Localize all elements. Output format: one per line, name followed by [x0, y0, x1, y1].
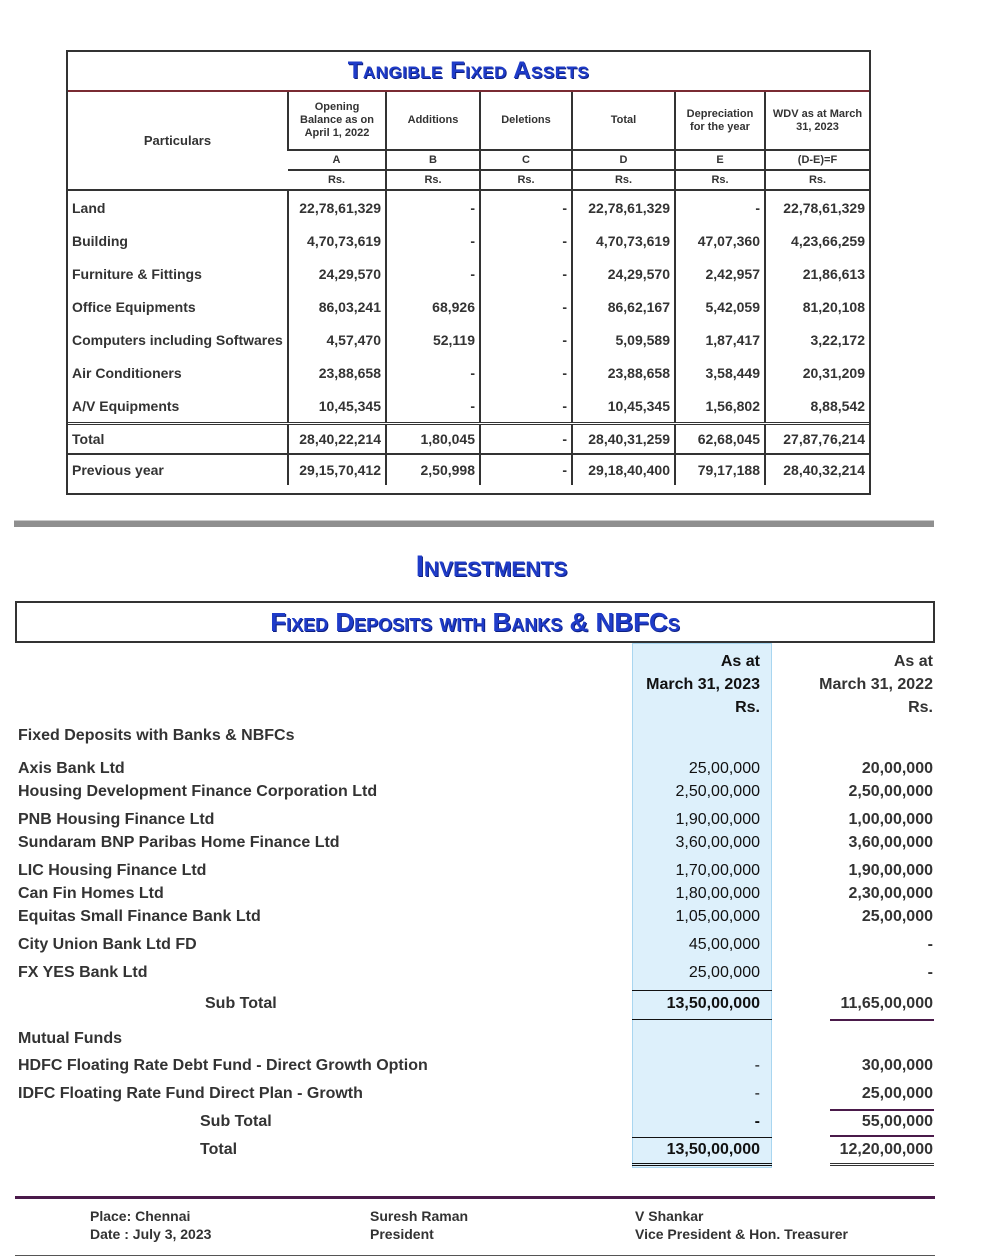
row-label: Furniture & Fittings	[72, 265, 202, 282]
table-row	[68, 323, 869, 356]
cell-total: 23,88,658	[572, 356, 675, 389]
fd-subtotal-label: Sub Total	[205, 995, 277, 1012]
cell-deletions: -	[480, 389, 572, 424]
col-additions: Additions	[386, 92, 480, 150]
cell-opening: 4,57,470	[288, 323, 386, 356]
total-additions: 1,80,045	[386, 424, 480, 455]
cell-depreciation: 5,42,059	[675, 290, 765, 323]
table-row	[68, 389, 869, 424]
cell-wdv: 3,22,172	[765, 323, 869, 356]
cell-total: 10,45,345	[572, 389, 675, 424]
inv-row-current: -	[754, 1057, 760, 1074]
inv-row-current: 1,70,00,000	[675, 862, 760, 879]
current-year-header	[632, 650, 760, 719]
previous-year-header	[790, 650, 933, 719]
mf-subtotal-current: -	[754, 1113, 760, 1130]
col-depreciation: Depreciation for the year	[675, 92, 765, 150]
fixed-assets-panel	[66, 50, 871, 495]
inv-row-label: IDFC Floating Rate Fund Direct Plan - Growth	[18, 1085, 363, 1102]
inv-row-label: Sundaram BNP Paribas Home Finance Ltd	[18, 834, 340, 851]
row-label: Computers including Softwares	[72, 331, 283, 348]
cell-wdv: 8,88,542	[765, 389, 869, 424]
cell-additions: 68,926	[386, 290, 480, 323]
inv-row-current: 1,80,00,000	[675, 885, 760, 902]
cell-additions: -	[386, 389, 480, 424]
inv-row-label: PNB Housing Finance Ltd	[18, 811, 215, 828]
mf-rule-previous	[830, 1109, 934, 1111]
cell-additions: 52,119	[386, 323, 480, 356]
mf-subtotal-label: Sub Total	[200, 1113, 272, 1130]
mf-subtotal-previous: 55,00,000	[861, 1113, 933, 1130]
row-label: Land	[68, 190, 288, 224]
unit-cell: Rs.	[765, 170, 869, 190]
code-cell: E	[675, 150, 765, 170]
row-label: Office Equipments	[72, 298, 196, 315]
inv-row-current: 25,00,000	[688, 964, 760, 981]
grand-total-label: Total	[200, 1141, 238, 1158]
inv-row-label: LIC Housing Finance Ltd	[18, 862, 207, 879]
cell-deletions: -	[480, 290, 572, 323]
col-total: Total	[572, 92, 675, 150]
unit-cell: Rs.	[572, 170, 675, 190]
previous-wdv: 28,40,32,214	[765, 454, 869, 485]
fixed-deposits-title: Fixed Deposits with Banks & NBFCs	[15, 601, 935, 643]
previous-label: Previous year	[68, 454, 288, 485]
cell-wdv: 20,31,209	[765, 356, 869, 389]
table-row	[68, 224, 869, 257]
previous-additions: 2,50,998	[386, 454, 480, 485]
fd-section-heading: Fixed Deposits with Banks & NBFCs	[18, 727, 295, 744]
inv-row-previous: -	[927, 936, 933, 953]
table-row	[68, 257, 869, 290]
subtotal-rule	[632, 990, 772, 991]
col-particulars: Particulars	[143, 133, 212, 148]
fd-subtotal-current: 13,50,00,000	[666, 995, 760, 1012]
total-opening: 28,40,22,214	[288, 424, 386, 455]
cell-opening: 23,88,658	[288, 356, 386, 389]
cell-opening: 86,03,241	[288, 290, 386, 323]
current-header-line: March 31, 2023	[646, 676, 760, 693]
previous-deletions: -	[480, 454, 572, 485]
section-divider	[14, 520, 934, 527]
previous-year-row	[68, 454, 869, 485]
cell-additions: -	[386, 356, 480, 389]
cell-opening: 22,78,61,329	[288, 190, 386, 224]
fixed-assets-title: Tangible Fixed Assets	[68, 52, 869, 92]
cell-total: 4,70,73,619	[572, 224, 675, 257]
cell-deletions: -	[480, 257, 572, 290]
inv-row-current: 45,00,000	[688, 936, 760, 953]
footer-bottom-rule	[15, 1255, 935, 1256]
row-label: Air Conditioners	[72, 364, 182, 381]
inv-row-previous: 30,00,000	[861, 1057, 933, 1074]
inv-row-previous: 3,60,00,000	[848, 834, 933, 851]
cell-opening: 24,29,570	[288, 257, 386, 290]
grand-total-previous: 12,20,00,000	[839, 1141, 933, 1158]
cell-depreciation: 47,07,360	[675, 224, 765, 257]
cell-depreciation: 1,87,417	[675, 323, 765, 356]
table-header-row	[68, 92, 869, 150]
inv-row-previous: -	[927, 964, 933, 981]
current-header-line: As at	[720, 653, 760, 670]
total-double-rule-previous	[830, 1163, 934, 1166]
inv-row-previous: 25,00,000	[861, 1085, 933, 1102]
code-cell: B	[386, 150, 480, 170]
current-header-line: Rs.	[735, 699, 760, 716]
total-double-rule	[632, 1163, 772, 1166]
col-opening: Opening Balance as on April 1, 2022	[288, 92, 386, 150]
grand-total-current: 13,50,00,000	[666, 1141, 760, 1158]
cell-total: 86,62,167	[572, 290, 675, 323]
cell-additions: -	[386, 224, 480, 257]
previous-header-line: March 31, 2022	[819, 676, 933, 693]
inv-row-label: Can Fin Homes Ltd	[18, 885, 164, 902]
total-label: Total	[68, 424, 288, 455]
vp-title: Vice President & Hon. Treasurer	[635, 1226, 848, 1242]
inv-row-label: Axis Bank Ltd	[18, 760, 125, 777]
col-deletions: Deletions	[480, 92, 572, 150]
inv-row-label: Equitas Small Finance Bank Ltd	[18, 908, 261, 925]
cell-deletions: -	[480, 224, 572, 257]
inv-row-current: 1,05,00,000	[675, 908, 760, 925]
total-depreciation: 62,68,045	[675, 424, 765, 455]
president-name: Suresh Raman	[370, 1208, 469, 1224]
code-cell: A	[288, 150, 386, 170]
cell-opening: 4,70,73,619	[288, 224, 386, 257]
inv-row-current: 1,90,00,000	[675, 811, 760, 828]
president-title: President	[370, 1226, 434, 1242]
inv-row-current: 3,60,00,000	[675, 834, 760, 851]
inv-row-previous: 2,50,00,000	[848, 783, 933, 800]
cell-depreciation: 2,42,957	[675, 257, 765, 290]
table-row	[68, 190, 869, 224]
table-row	[68, 290, 869, 323]
col-wdv: WDV as at March 31, 2023	[765, 92, 869, 150]
cell-additions: -	[386, 190, 480, 224]
unit-cell: Rs.	[675, 170, 765, 190]
inv-row-current: 25,00,000	[688, 760, 760, 777]
inv-row-previous: 1,00,00,000	[848, 811, 933, 828]
inv-row-previous: 1,90,00,000	[848, 862, 933, 879]
subtotal-rule	[632, 1019, 772, 1020]
inv-row-label: HDFC Floating Rate Debt Fund - Direct Growth Option	[18, 1057, 428, 1074]
unit-cell: Rs.	[386, 170, 480, 190]
code-cell: D	[572, 150, 675, 170]
row-label: A/V Equipments	[72, 397, 180, 414]
inv-row-previous: 2,30,00,000	[848, 885, 933, 902]
inv-row-current: -	[754, 1085, 760, 1102]
code-cell: (D-E)=F	[765, 150, 869, 170]
mf-section-heading: Mutual Funds	[18, 1030, 122, 1047]
total-rule	[632, 1137, 772, 1138]
unit-cell: Rs.	[480, 170, 572, 190]
previous-header-line: Rs.	[908, 699, 933, 716]
cell-total: 5,09,589	[572, 323, 675, 356]
cell-wdv: 4,23,66,259	[765, 224, 869, 257]
cell-deletions: -	[480, 323, 572, 356]
inv-row-current: 2,50,00,000	[675, 783, 760, 800]
cell-wdv: 21,86,613	[765, 257, 869, 290]
cell-wdv: 81,20,108	[765, 290, 869, 323]
total-wdv: 27,87,76,214	[765, 424, 869, 455]
date: Date : July 3, 2023	[90, 1226, 212, 1242]
cell-opening: 10,45,345	[288, 389, 386, 424]
row-label: Building	[72, 232, 128, 249]
cell-deletions: -	[480, 190, 572, 224]
previous-total: 29,18,40,400	[572, 454, 675, 485]
inv-row-label: Housing Development Finance Corporation Ltd	[18, 783, 378, 800]
fixed-assets-table	[68, 92, 869, 485]
previous-depreciation: 79,17,188	[675, 454, 765, 485]
cell-depreciation: 1,56,802	[675, 389, 765, 424]
total-deletions: -	[480, 424, 572, 455]
code-cell: C	[480, 150, 572, 170]
inv-row-label: City Union Bank Ltd FD	[18, 936, 197, 953]
subtotal-rule-previous	[830, 1019, 934, 1021]
fd-subtotal-previous: 11,65,00,000	[840, 995, 933, 1012]
cell-additions: -	[386, 257, 480, 290]
cell-total: 24,29,570	[572, 257, 675, 290]
mf-rule-previous	[830, 1135, 934, 1137]
inv-row-previous: 20,00,000	[861, 760, 933, 777]
previous-opening: 29,15,70,412	[288, 454, 386, 485]
place: Place: Chennai	[90, 1208, 191, 1224]
inv-row-label: FX YES Bank Ltd	[18, 964, 148, 981]
table-row	[68, 356, 869, 389]
previous-header-line: As at	[893, 653, 933, 670]
cell-wdv: 22,78,61,329	[765, 190, 869, 224]
cell-deletions: -	[480, 356, 572, 389]
cell-depreciation: 3,58,449	[675, 356, 765, 389]
footer-rule	[15, 1196, 935, 1199]
cell-depreciation: -	[675, 190, 765, 224]
cell-total: 22,78,61,329	[572, 190, 675, 224]
total-total: 28,40,31,259	[572, 424, 675, 455]
inv-row-previous: 25,00,000	[861, 908, 933, 925]
investments-title: Investments	[415, 550, 568, 583]
unit-cell: Rs.	[288, 170, 386, 190]
vp-name: V Shankar	[635, 1208, 704, 1224]
total-row	[68, 424, 869, 455]
